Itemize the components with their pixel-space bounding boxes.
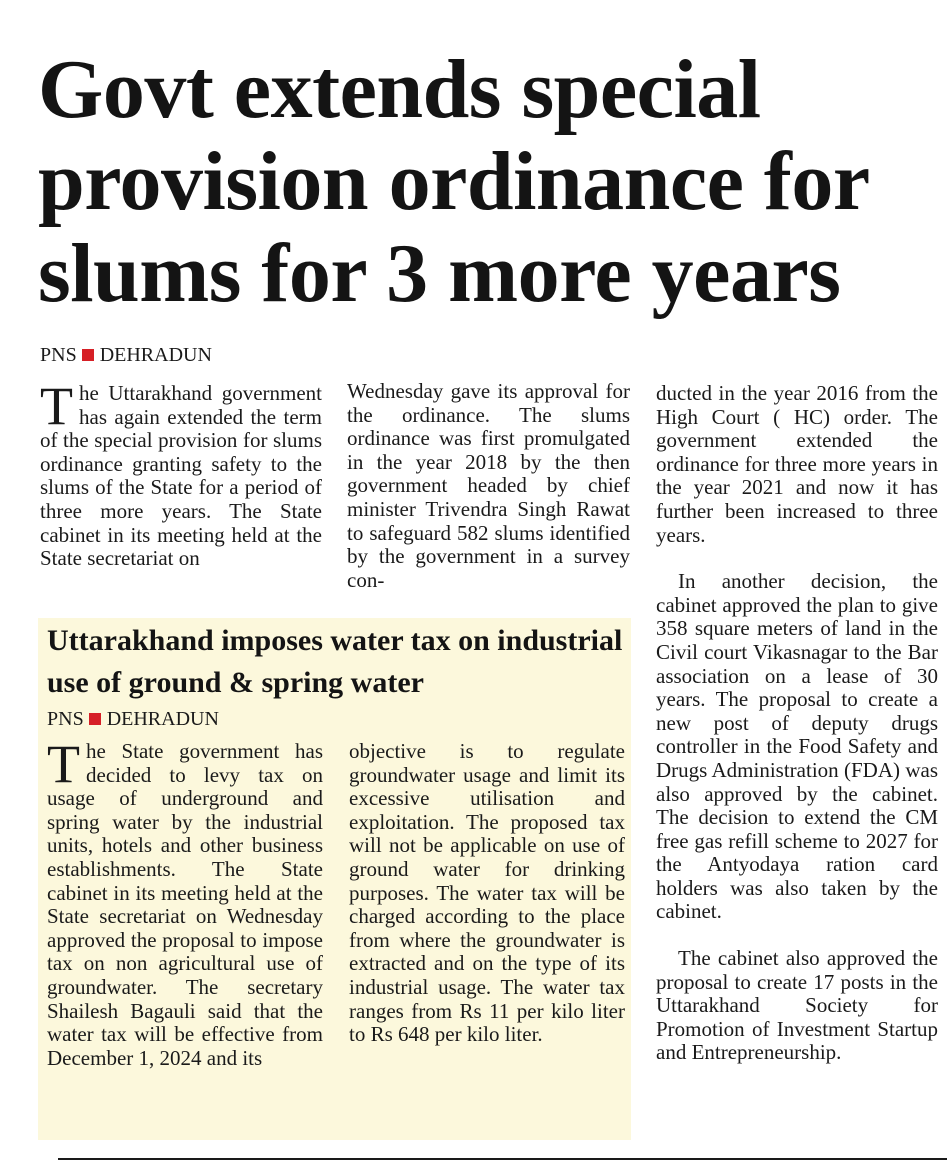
main-story-column-2 xyxy=(347,380,630,592)
main-story-text-2: Wednesday gave its approval for the ordinance. The slums ordinance was first promulgated in the year 2018 by the then government headed by chief minister Trivendra Singh Rawat to safeguard 582 slums identified by the government in a survey con- xyxy=(347,379,630,592)
byline xyxy=(40,344,212,367)
red-square-bullet-icon xyxy=(82,349,94,361)
main-story-text-1: he Uttarakhand government has again extended the term of the special provision for slums ordinance granting safety to the slums of the State for a period of three more years. The State cabinet in its meeting held at the State secretariat on xyxy=(40,381,322,571)
sidebar-story-title: Uttarakhand imposes water tax on industrial use of ground & spring water xyxy=(47,624,623,699)
headline: Govt extends special provision ordinance for slums for 3 more years xyxy=(38,43,869,320)
main-story-column-1 xyxy=(40,376,322,571)
main-story-dropcap: T xyxy=(40,376,73,436)
sidebar-byline-location: DEHRADUN xyxy=(106,708,219,730)
sidebar-story-text-2: objective is to regulate groundwater usage and limit its excessive utilisation and exploitation. The proposed tax will not be applicable on use of ground water for drinking purposes. The water tax will be charged according to the place from where the groundwater is extracted and on the type of its industrial usage. The water tax ranges from Rs 11 per kilo liter to Rs 648 per kilo liter. xyxy=(349,739,625,1047)
byline-location: DEHRADUN xyxy=(99,344,212,366)
sidebar-story-text-1: he State government has decided to levy tax on usage of underground and spring water by the industrial units, hotels and other business establishments. The State cabinet in its meeting held at the State secretariat on Wednesday approved the proposal to impose tax on non agricultural use of groundwater. The secretary Shailesh Bagauli said that the water tax will be effective from December 1, 2024 and its xyxy=(47,739,323,1070)
main-story-text-3a: ducted in the year 2016 from the High Court ( HC) order. The government extended the ordinance for three more years in the year 2021 and now it has further been increased to three years. xyxy=(656,381,938,547)
sidebar-story-dropcap: T xyxy=(47,734,80,794)
sidebar-story-column-1 xyxy=(47,734,323,1070)
sidebar-story-box xyxy=(38,618,631,1140)
red-square-bullet-icon xyxy=(89,713,101,725)
main-story-column-3 xyxy=(656,382,938,1065)
sidebar-byline-agency: PNS xyxy=(47,708,84,730)
sidebar-story-column-2 xyxy=(349,740,625,1047)
main-story-text-3b: In another decision, the cabinet approved the plan to give 358 square meters of land in the Civil court Vikasnagar to the Bar association on a lease of 30 years. The proposal to create a new post of deputy drugs controller in the Food Safety and Drugs Administration (FDA) was also approved by the cabinet. The decision to extend the CM free gas refill scheme to 2027 for the Antyodaya ration card holders was also taken by the cabinet. xyxy=(656,569,938,924)
byline-agency: PNS xyxy=(40,344,77,366)
bottom-rule xyxy=(58,1158,947,1160)
sidebar-byline xyxy=(47,708,219,731)
main-story-text-3c: The cabinet also approved the proposal to create 17 posts in the Uttarakhand Society for Promotion of Investment Startup and Entrepreneurship. xyxy=(656,946,938,1065)
